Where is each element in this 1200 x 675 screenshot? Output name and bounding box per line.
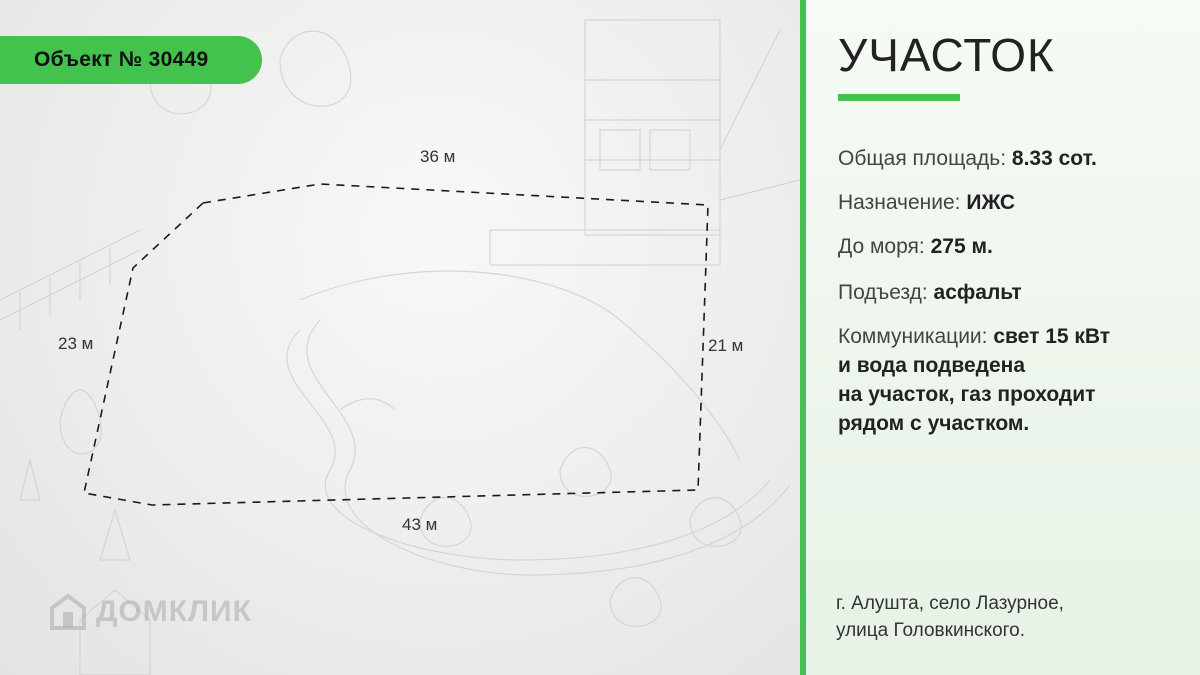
dimension-right: 21 м [708,336,744,355]
sea-distance-row [838,232,1183,261]
area-label: Общая площадь: [838,147,1007,170]
panel-title: УЧАСТОК [838,29,1055,81]
dimension-top: 36 м [420,147,456,166]
access-label: Подъезд: [838,281,928,304]
access-row [838,278,1183,307]
area-value: 8.33 сот. [1011,147,1097,170]
area-row [838,144,1183,173]
utilities-row [838,322,1183,438]
watermark-text: ДОМКЛИК [96,595,252,628]
purpose-label: Назначение: [838,191,961,214]
object-number-label: Объект № 30449 [34,48,209,71]
plot-outline [84,184,708,505]
utilities-value-line-2: и вода подведена [838,354,1026,377]
utilities-value-line-1: свет 15 кВт [993,325,1111,348]
sea-distance-value: 275 м. [930,235,993,258]
utilities-value-line-3: на участок, газ проходит [838,383,1096,406]
object-number-badge [0,36,262,84]
sea-distance-label: До моря: [838,235,925,258]
address-line-1: г. Алушта, село Лазурное, [836,593,1064,614]
title-underline [838,94,960,101]
address [836,590,1064,644]
dimension-bottom: 43 м [402,515,438,534]
utilities-label: Коммуникации: [838,325,988,348]
purpose-value: ИЖС [966,191,1016,214]
access-value: асфальт [933,281,1022,304]
purpose-row [838,188,1183,217]
info-panel [806,0,1200,675]
house-logo-icon [48,592,88,632]
utilities-value-line-4: рядом с участком. [838,412,1030,435]
address-line-2: улица Головкинского. [836,620,1026,641]
domclick-watermark [48,592,252,632]
dimension-left: 23 м [58,334,94,353]
